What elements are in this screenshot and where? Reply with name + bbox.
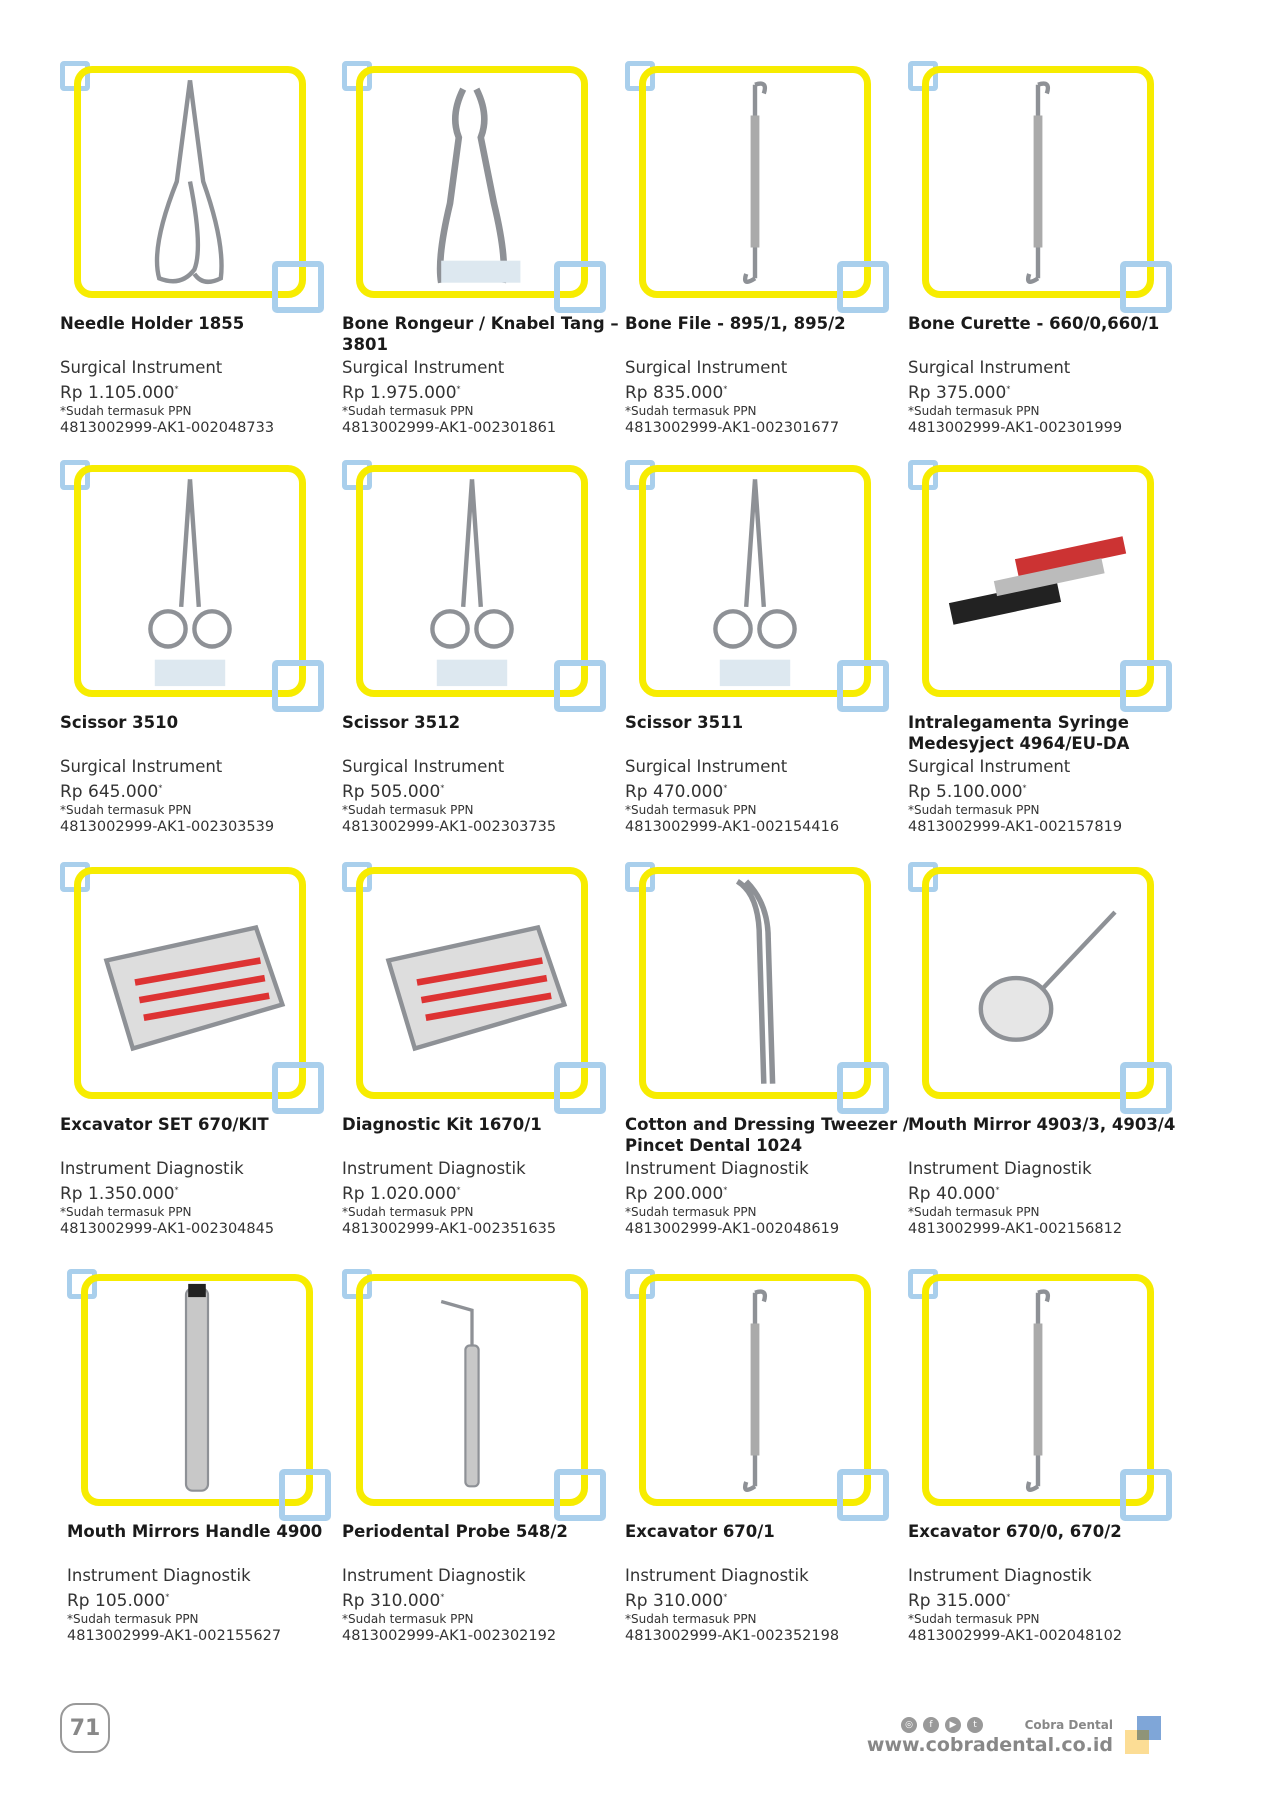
product-category: Instrument Diagnostik [342,1566,526,1585]
product-price [908,1591,1010,1611]
corner-marker-bottom-right [554,1469,606,1521]
tax-note: *Sudah termasuk PPN [908,404,1040,418]
price-value: Rp 645.000 [60,782,159,802]
instagram-icon[interactable]: ◎ [901,1717,917,1733]
product-title: Bone Curette - 660/0,660/1 [908,314,1160,333]
tax-note: *Sudah termasuk PPN [342,1205,474,1219]
tax-note: *Sudah termasuk PPN [908,1612,1040,1626]
highlight-box [639,66,871,298]
product-title: Mouth Mirror 4903/3, 4903/4 [908,1115,1176,1134]
product-title: Excavator SET 670/KIT [60,1115,269,1134]
product-title: Diagnostic Kit 1670/1 [342,1115,542,1134]
highlight-box [74,465,306,697]
product-category: Surgical Instrument [625,358,788,377]
product-category: Surgical Instrument [625,757,788,776]
product-card[interactable] [625,61,907,461]
tax-note: *Sudah termasuk PPN [342,803,474,817]
product-card[interactable] [908,1269,1190,1669]
highlight-box [922,66,1154,298]
price-value: Rp 1.975.000 [342,383,457,403]
product-card[interactable] [67,1269,349,1669]
brand-name: Cobra Dental [1024,1718,1113,1732]
product-code: 4813002999-AK1-002303539 [60,819,275,835]
price-asterisk: * [440,1592,445,1602]
product-code: 4813002999-AK1-002156812 [908,1221,1123,1237]
product-price [908,383,1010,403]
tax-note: *Sudah termasuk PPN [67,1612,199,1626]
corner-marker-bottom-right [272,1062,324,1114]
product-title: Bone Rongeur / Knabel Tang – 3801 [342,314,619,354]
product-price [342,1591,444,1611]
highlight-box [639,465,871,697]
product-title: Scissor 3511 [625,713,744,732]
product-card[interactable] [342,1269,624,1669]
price-value: Rp 1.350.000 [60,1184,175,1204]
product-price [60,782,162,802]
product-price [342,782,444,802]
product-card[interactable] [908,460,1190,860]
product-code: 4813002999-AK1-002301861 [342,420,557,436]
highlight-box [922,465,1154,697]
product-code: 4813002999-AK1-002048619 [625,1221,840,1237]
product-price [908,1184,1000,1204]
price-asterisk: * [1022,783,1027,793]
price-value: Rp 40.000 [908,1184,996,1204]
product-code: 4813002999-AK1-002157819 [908,819,1123,835]
highlight-box [356,867,588,1099]
highlight-box [356,1274,588,1506]
highlight-box [74,66,306,298]
price-asterisk: * [174,1185,179,1195]
product-category: Surgical Instrument [908,358,1071,377]
product-category: Surgical Instrument [342,358,505,377]
product-price [625,1184,727,1204]
brand-logo [1125,1716,1163,1754]
corner-marker-bottom-right [837,660,889,712]
highlight-box [356,465,588,697]
product-code: 4813002999-AK1-002048733 [60,420,275,436]
product-code: 4813002999-AK1-002303735 [342,819,557,835]
product-category: Instrument Diagnostik [67,1566,251,1585]
price-asterisk: * [723,1592,728,1602]
corner-marker-bottom-right [554,660,606,712]
corner-marker-bottom-right [279,1469,331,1521]
price-asterisk: * [1006,384,1011,394]
product-category: Surgical Instrument [60,757,223,776]
product-title: Cotton and Dressing Tweezer / Pincet Dental 1024 [625,1115,909,1155]
corner-marker-bottom-right [272,261,324,313]
price-value: Rp 310.000 [625,1591,724,1611]
highlight-box [74,867,306,1099]
twitter-icon[interactable]: t [967,1717,983,1733]
highlight-box [922,1274,1154,1506]
product-code: 4813002999-AK1-002351635 [342,1221,557,1237]
corner-marker-bottom-right [272,660,324,712]
social-icons [901,1717,983,1733]
price-asterisk: * [1006,1592,1011,1602]
price-asterisk: * [723,783,728,793]
product-title: Excavator 670/0, 670/2 [908,1522,1122,1541]
product-price [908,782,1027,802]
product-price [67,1591,169,1611]
corner-marker-bottom-right [554,1062,606,1114]
highlight-box [356,66,588,298]
product-title: Bone File - 895/1, 895/2 [625,314,846,333]
price-value: Rp 470.000 [625,782,724,802]
product-category: Surgical Instrument [908,757,1071,776]
price-asterisk: * [995,1185,1000,1195]
price-value: Rp 105.000 [67,1591,166,1611]
product-price [625,782,727,802]
highlight-box [639,1274,871,1506]
highlight-box [81,1274,313,1506]
product-category: Surgical Instrument [342,757,505,776]
product-category: Instrument Diagnostik [908,1159,1092,1178]
price-asterisk: * [440,783,445,793]
price-value: Rp 1.105.000 [60,383,175,403]
product-card[interactable] [60,61,342,461]
tax-note: *Sudah termasuk PPN [60,404,192,418]
tax-note: *Sudah termasuk PPN [60,1205,192,1219]
product-price [60,1184,179,1204]
price-value: Rp 835.000 [625,383,724,403]
corner-marker-bottom-right [554,261,606,313]
highlight-box [922,867,1154,1099]
product-card[interactable] [908,61,1190,461]
corner-marker-bottom-right [837,1469,889,1521]
product-code: 4813002999-AK1-002304845 [60,1221,275,1237]
tax-note: *Sudah termasuk PPN [625,1205,757,1219]
price-asterisk: * [158,783,163,793]
price-asterisk: * [723,1185,728,1195]
product-category: Instrument Diagnostik [908,1566,1092,1585]
price-value: Rp 1.020.000 [342,1184,457,1204]
product-card[interactable] [60,862,342,1262]
product-card[interactable] [342,862,624,1262]
price-asterisk: * [174,384,179,394]
product-code: 4813002999-AK1-002302192 [342,1628,557,1644]
website-link[interactable]: www.cobradental.co.id [866,1734,1113,1756]
product-category: Surgical Instrument [60,358,223,377]
product-card[interactable] [60,460,342,860]
price-value: Rp 200.000 [625,1184,724,1204]
product-category: Instrument Diagnostik [625,1159,809,1178]
product-price [60,383,179,403]
tax-note: *Sudah termasuk PPN [908,803,1040,817]
tax-note: *Sudah termasuk PPN [625,803,757,817]
tax-note: *Sudah termasuk PPN [908,1205,1040,1219]
product-title: Mouth Mirrors Handle 4900 [67,1522,323,1541]
price-asterisk: * [723,384,728,394]
product-card[interactable] [625,862,907,1262]
corner-marker-bottom-right [1120,261,1172,313]
price-value: Rp 315.000 [908,1591,1007,1611]
product-title: Needle Holder 1855 [60,314,245,333]
product-price [342,383,461,403]
price-asterisk: * [456,1185,461,1195]
product-price [342,1184,461,1204]
product-card[interactable] [342,61,624,461]
corner-marker-bottom-right [1120,660,1172,712]
product-code: 4813002999-AK1-002154416 [625,819,840,835]
product-category: Instrument Diagnostik [60,1159,244,1178]
product-price [625,383,727,403]
product-category: Instrument Diagnostik [625,1566,809,1585]
price-value: Rp 310.000 [342,1591,441,1611]
product-category: Instrument Diagnostik [342,1159,526,1178]
product-title: Periodental Probe 548/2 [342,1522,568,1541]
corner-marker-bottom-right [1120,1469,1172,1521]
corner-marker-bottom-right [837,261,889,313]
youtube-icon[interactable]: ▶ [945,1717,961,1733]
corner-marker-bottom-right [1120,1062,1172,1114]
product-card[interactable] [625,1269,907,1669]
product-code: 4813002999-AK1-002301999 [908,420,1123,436]
tax-note: *Sudah termasuk PPN [342,404,474,418]
product-price [625,1591,727,1611]
price-value: Rp 5.100.000 [908,782,1023,802]
product-code: 4813002999-AK1-002301677 [625,420,840,436]
product-code: 4813002999-AK1-002048102 [908,1628,1123,1644]
product-title: Excavator 670/1 [625,1522,775,1541]
product-card[interactable] [625,460,907,860]
highlight-box [639,867,871,1099]
facebook-icon[interactable]: f [923,1717,939,1733]
price-value: Rp 505.000 [342,782,441,802]
product-card[interactable] [908,862,1190,1262]
product-title: Intralegamenta Syringe Medesyject 4964/EU-DA [908,713,1130,753]
product-code: 4813002999-AK1-002352198 [625,1628,840,1644]
corner-marker-bottom-right [837,1062,889,1114]
tax-note: *Sudah termasuk PPN [625,1612,757,1626]
page-number: 71 [60,1703,110,1753]
tax-note: *Sudah termasuk PPN [342,1612,474,1626]
tax-note: *Sudah termasuk PPN [625,404,757,418]
product-code: 4813002999-AK1-002155627 [67,1628,282,1644]
price-asterisk: * [165,1592,170,1602]
product-title: Scissor 3512 [342,713,461,732]
product-title: Scissor 3510 [60,713,179,732]
price-value: Rp 375.000 [908,383,1007,403]
product-card[interactable] [342,460,624,860]
price-asterisk: * [456,384,461,394]
tax-note: *Sudah termasuk PPN [60,803,192,817]
